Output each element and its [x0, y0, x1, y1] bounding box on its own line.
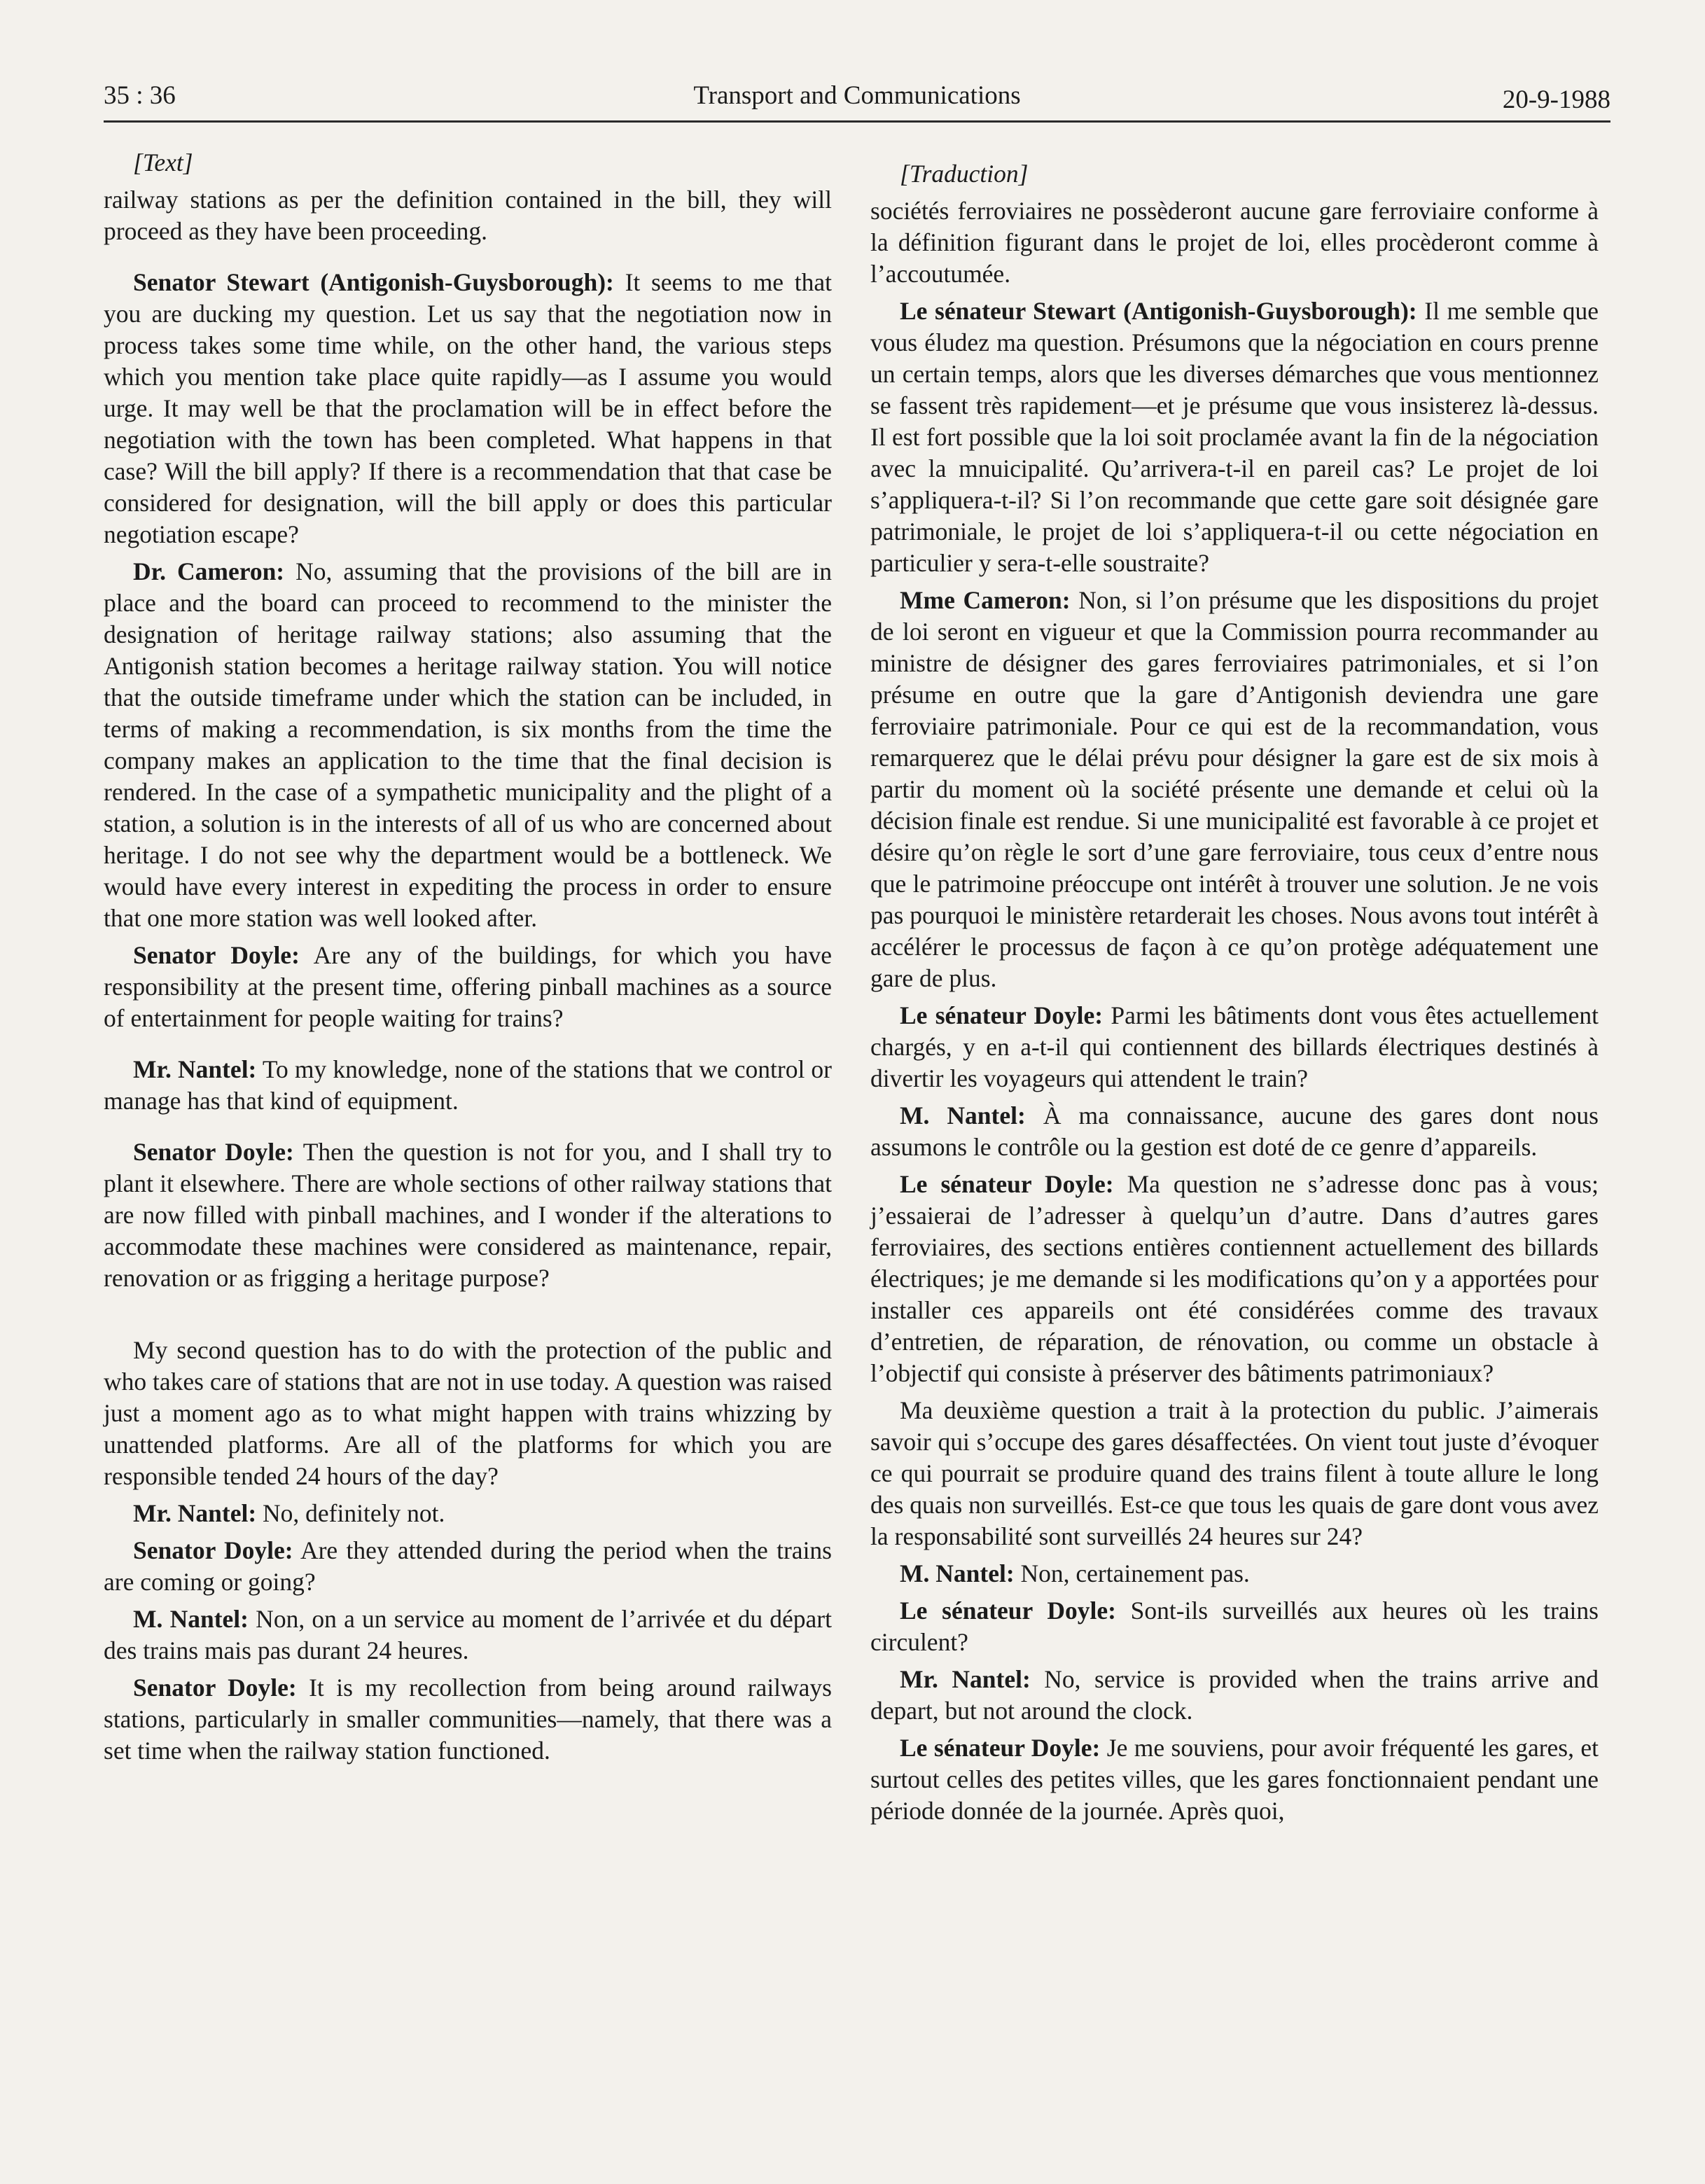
paragraph: sociétés ferroviaires ne possèderont aucune gare ferroviaire conforme à la définition figurant dans le projet de loi, elles procèderont comme à l’accoutumée. — [870, 197, 1599, 288]
paragraph: Mme Cameron: Non, si l’on présume que les dispositions du projet de loi seront en vigueur et que la Commission pourra recommander au ministre de désigner des gares ferroviaires patrimoniales, et si l’on présume en outre que la gare d’Antigonish deviendra une gare ferroviaire patrimoniale. Pour ce qui est de la recommandation, vous remarquerez que le délai prévu pour désigner la gare est de six mois à partir du moment où la société présente une demande et celui où la décision finale est rendue. Si une municipalité est favorable à ce projet et désire qu’on règle le sort d’une gare ferroviaire, tous ceux d’entre nous que le patrimoine préoccupe ont intérêt à trouver une solution. Je ne vois pas pourquoi le ministère retarderait les choses. Nous avons tout intérêt à accélérer le processus de façon à ce qu’on protège adéquatement une gare de plus. — [870, 586, 1599, 992]
paragraph: Senator Doyle: Are any of the buildings, for which you have responsibility at the present time, offering pinball machines as a source of entertainment for people waiting for trains? — [104, 941, 832, 1032]
speaker-name: Mr. Nantel: — [900, 1665, 1031, 1693]
french-column — [870, 158, 1599, 1832]
paragraph: Le sénateur Doyle: Sont-ils surveillés aux heures où les trains circulent? — [870, 1597, 1599, 1656]
speaker-name: Le sénateur Doyle: — [900, 1734, 1101, 1762]
column-tag: [Text] — [133, 148, 193, 176]
speaker-name: Senator Doyle: — [133, 1536, 293, 1564]
paragraph: Senator Stewart (Antigonish-Guysborough): It seems to me that you are ducking my question. Let us say that the negotiation now in process takes some time while, on the other hand, the various steps which you mention take place quite rapidly—as I assume you would urge. It may well be that the proclamation will be in effect before the negotiation with the town has been completed. What happens in that case? Will the bill apply? If there is a recommendation that that case be considered for designation, will the bill apply or does this particular negotiation escape? — [104, 268, 832, 548]
paragraph: Mr. Nantel: To my knowledge, none of the stations that we control or manage has that kind of equipment. — [104, 1055, 832, 1115]
speaker-name: M. Nantel: — [900, 1559, 1015, 1587]
column-tag: [Traduction] — [900, 160, 1029, 188]
speaker-name: Le sénateur Stewart (Antigonish-Guysborough): — [900, 297, 1417, 325]
speaker-name: Senator Stewart (Antigonish-Guysborough): — [133, 268, 614, 296]
header-date: 20-9-1988 — [1502, 85, 1610, 114]
paragraph: Mr. Nantel: No, service is provided when the trains arrive and depart, but not around the clock. — [870, 1665, 1599, 1725]
paragraph: railway stations as per the definition contained in the bill, they will proceed as they have been proceeding. — [104, 186, 832, 245]
paragraph: Senator Doyle: Are they attended during the period when the trains are coming or going? — [104, 1536, 832, 1596]
speaker-name: Le sénateur Doyle: — [900, 1597, 1116, 1625]
speaker-name: Le sénateur Doyle: — [900, 1170, 1114, 1198]
speaker-name: M. Nantel: — [133, 1605, 249, 1633]
paragraph: Le sénateur Doyle: Je me souviens, pour avoir fréquenté les gares, et surtout celles des petites villes, que les gares fonctionnaient pendant une période donnée de la journée. Après quoi, — [870, 1734, 1599, 1825]
paragraph: M. Nantel: Non, on a un service au moment de l’arrivée et du départ des trains mais pas durant 24 heures. — [104, 1605, 832, 1664]
paragraph: Le sénateur Stewart (Antigonish-Guysborough): Il me semble que vous éludez ma question. Présumons que la négociation en cours prenne un certain temps, alors que les diverses démarches que vous mentionnez se fassent très rapidement—et je présume que vous insisterez là-dessus. Il est fort possible que la loi soit proclamée avant la fin de la négociation avec la mnuicipalité. Qu’arrivera-t-il en pareil cas? Le projet de loi s’appliquera-t-il? Si l’on recommande que cette gare soit désignée gare patrimoniale, le projet de loi s’appliquera-t-il ou cette négociation en particulier y sera-t-elle soustraite? — [870, 297, 1599, 577]
paragraph: Senator Doyle: It is my recollection from being around railways stations, particularly in smaller communities—namely, that there was a set time when the railway station functioned. — [104, 1674, 833, 1765]
paragraph: My second question has to do with the protection of the public and who takes care of stations that are not in use today. A question was raised just a moment ago as to what might happen with trains whizzing by unattended platforms. Are all of the platforms for which you are responsible tended 24 hours of the day? — [104, 1336, 832, 1490]
paragraph: M. Nantel: Non, certainement pas. — [900, 1559, 1250, 1587]
running-title: Transport and Communications — [693, 81, 1021, 110]
paragraph: Le sénateur Doyle: Parmi les bâtiments dont vous êtes actuellement chargés, y en a-t-il qui contiennent des billards électriques destinés à divertir les voyageurs qui attendent le train? — [870, 1001, 1599, 1092]
speaker-name: M. Nantel: — [900, 1101, 1026, 1129]
paragraph: Le sénateur Doyle: Ma question ne s’adresse donc pas à vous; j’essaierai de l’adresser à quelqu’un d’autre. Dans d’autres gares ferroviaires, des sections entières contiennent actuellement des billards électriques; je me demande si les modifications qu’on y a apportées pour installer ces appareils ont été considérées comme des travaux d’entretien, de réparation, de rénovation, ou comme un obstacle à l’objectif qui consiste à préserver des bâtiments patrimoniaux? — [870, 1170, 1599, 1387]
speaker-name: Senator Doyle: — [133, 941, 300, 969]
page-number: 35 : 36 — [104, 81, 176, 110]
paragraph: Senator Doyle: Then the question is not for you, and I shall try to plant it elsewhere. There are whole sections of other railway stations that are now filled with pinball machines, and I wonder if the alterations to accommodate these machines were considered as maintenance, repair, renovation or as frigging a heritage purpose? — [104, 1138, 833, 1292]
speaker-name: Le sénateur Doyle: — [900, 1001, 1104, 1029]
speaker-name: Senator Doyle: — [133, 1674, 297, 1702]
english-column — [104, 147, 832, 1772]
paragraph: Dr. Cameron: No, assuming that the provisions of the bill are in place and the board can proceed to recommend to the minister the designation of heritage railway stations; also assuming that the Antigonish station becomes a heritage railway station. You will notice that the outside timeframe under which the station can be included, in terms of making a recommendation, is six months from the time the company makes an application to the time that the final decision is rendered. In the case of a sympathetic municipality and the plight of a station, a solution is in the interests of all of us who are concerned about heritage. I do not see why the department would be a bottleneck. We would have every interest in expediting the process in order to ensure that one more station was well looked after. — [104, 557, 833, 932]
paragraph: Ma deuxième question a trait à la protection du public. J’aimerais savoir qui s’occupe des gares désaffectées. On vient tout juste d’évoquer ce qui pourrait se produire quand des trains filent à toute allure le long des quais non surveillés. Est-ce que tous les quais de gare dont vous avez la responsabilité sont surveillés 24 heures sur 24? — [870, 1396, 1599, 1550]
speaker-name: Dr. Cameron: — [133, 557, 285, 585]
page-header — [104, 77, 1610, 123]
speaker-name: Senator Doyle: — [133, 1138, 294, 1166]
speaker-name: Mr. Nantel: — [133, 1055, 257, 1083]
speaker-name: Mr. Nantel: — [133, 1499, 257, 1527]
speaker-name: Mme Cameron: — [900, 586, 1071, 614]
paragraph: M. Nantel: À ma connaissance, aucune des gares dont nous assumons le contrôle ou la gestion est doté de ce genre d’appareils. — [870, 1101, 1599, 1161]
paragraph: Mr. Nantel: No, definitely not. — [133, 1499, 445, 1527]
